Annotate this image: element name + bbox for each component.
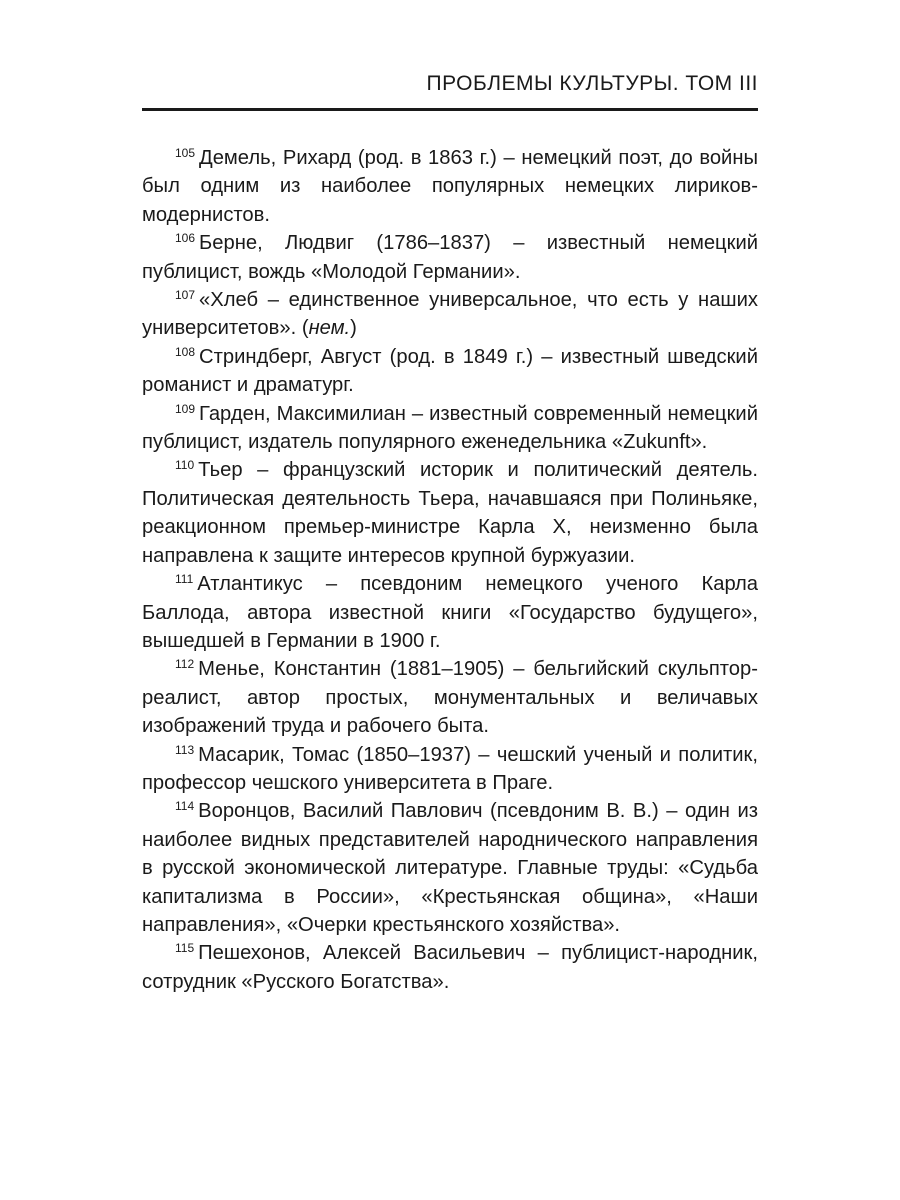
endnote-107 xyxy=(142,286,758,343)
note-language-abbr: нем. xyxy=(308,317,351,340)
note-number: 115 xyxy=(175,941,195,956)
endnote-109 xyxy=(142,400,758,457)
header-rule xyxy=(142,108,758,111)
endnotes-list xyxy=(142,144,758,996)
note-number: 111 xyxy=(175,572,194,587)
note-number: 105 xyxy=(175,146,196,160)
endnote-115 xyxy=(142,939,758,996)
note-number: 107 xyxy=(175,288,196,303)
note-text: Демель, Рихард (род. в 1863 г.) – немецкий поэт, до войны был одним из наиболее популярных немецких лириков-модернистов. xyxy=(142,147,758,226)
note-tail-close: ) xyxy=(350,317,357,340)
note-text: Тьер – французский историк и политический деятель. Политическая деятельность Тьера, начавшаяся при Полиньяке, реакционном премьер-министре Карла X, неизменно была направлена к защите интересов крупной буржуазии. xyxy=(142,459,758,567)
endnote-105 xyxy=(142,144,758,229)
note-text: Стриндберг, Август (род. в 1849 г.) – известный шведский романист и драматург. xyxy=(142,345,758,397)
note-text: «Хлеб – единственное универсальное, что есть у наших университетов». xyxy=(142,289,758,340)
endnote-111 xyxy=(142,570,758,655)
note-text: Воронцов, Василий Павлович (псевдоним В. В.) – один из наиболее видных представителей народнического направления в русской экономической литературе. Главные труды: «Судьба капитализма в России», «Крестьянская община», «Наши направления», «Очерки крестьянского хозяйства». xyxy=(142,800,758,936)
note-text: Пешехонов, Алексей Васильевич – публицист-народник, сотрудник «Русского Богатства». xyxy=(142,942,758,993)
note-text: Масарик, Томас (1850–1937) – чешский ученый и политик, профессор чешского университета в Праге. xyxy=(142,743,758,794)
note-tail-open: ( xyxy=(296,317,309,340)
note-text: Гарден, Максимилиан – известный современный немецкий публицист, издатель популярного еженедельника «Zukunft». xyxy=(142,402,758,454)
endnote-110 xyxy=(142,456,758,570)
note-number: 108 xyxy=(175,344,196,359)
note-text: Берне, Людвиг (1786–1837) – известный немецкий публицист, вождь «Молодой Германии». xyxy=(142,232,758,283)
note-number: 114 xyxy=(175,799,195,814)
note-number: 109 xyxy=(175,401,196,416)
note-number: 113 xyxy=(175,742,195,757)
note-number: 106 xyxy=(175,231,196,246)
endnote-112 xyxy=(142,655,758,740)
endnote-114 xyxy=(142,797,758,939)
note-number: 112 xyxy=(175,657,195,672)
endnote-108 xyxy=(142,343,758,400)
endnote-113 xyxy=(142,741,758,798)
note-number: 110 xyxy=(175,458,195,473)
running-header: ПРОБЛЕМЫ КУЛЬТУРЫ. ТОМ III xyxy=(426,72,758,95)
endnote-106 xyxy=(142,229,758,286)
note-text: Менье, Константин (1881–1905) – бельгийский скульптор-реалист, автор простых, монументальных и величавых изображений труда и рабочего быта. xyxy=(142,658,758,738)
note-text: Атлантикус – псевдоним немецкого ученого Карла Баллода, автора известной книги «Государство будущего», вышедшей в Германии в 1900 г. xyxy=(142,573,758,652)
